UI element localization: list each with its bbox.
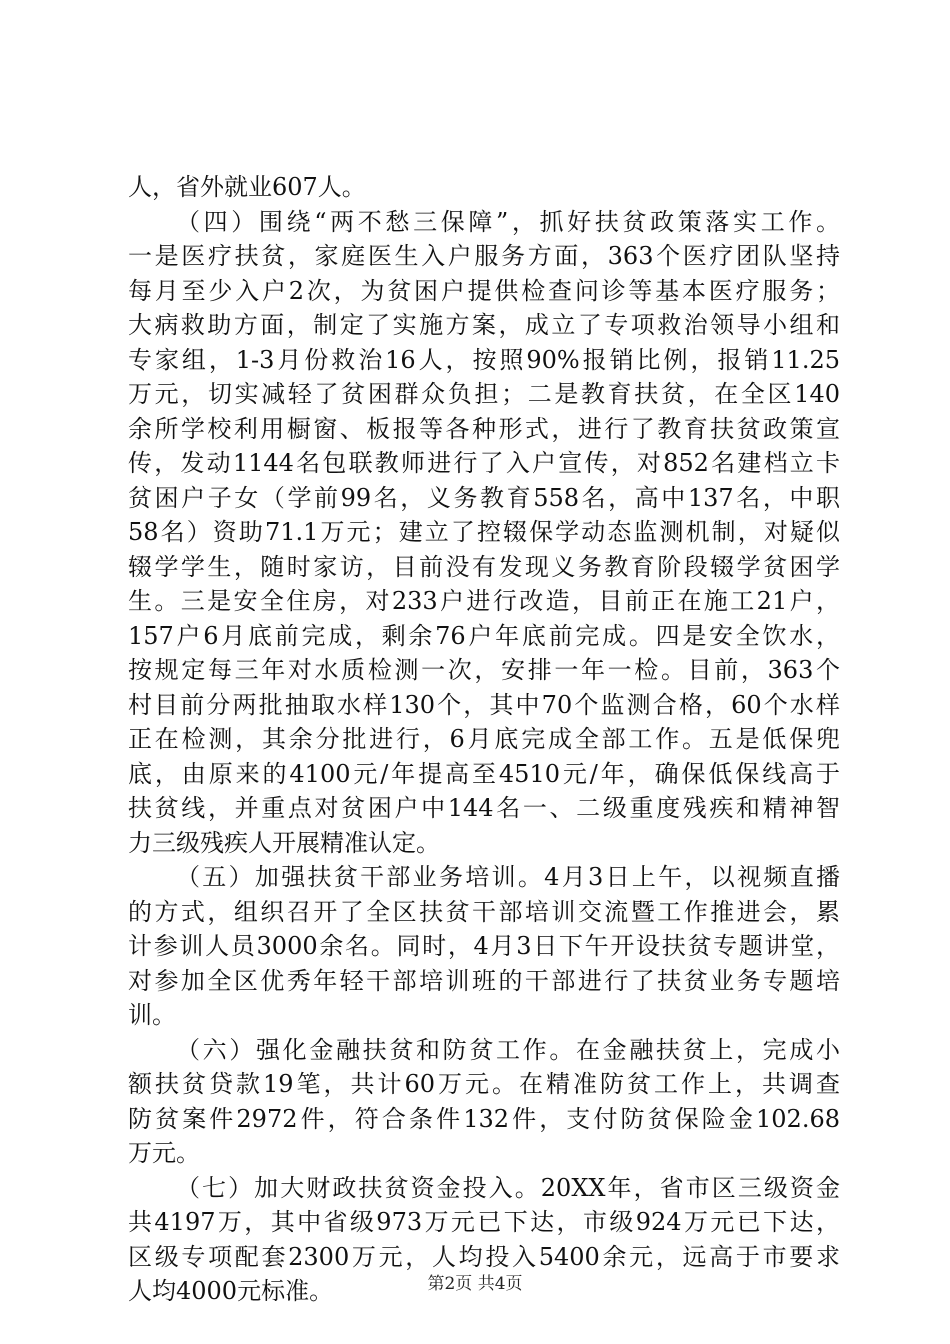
paragraph-line: 扶贫线，并重点对贫困户中144名一、二级重度残疾和精神智 <box>128 794 840 822</box>
paragraph-line: 计参训人员3000余名。同时，4月3日下午开设扶贫专题讲堂， <box>128 932 840 960</box>
paragraph-line: 生。三是安全住房，对233户进行改造，目前正在施工21户， <box>128 587 840 615</box>
paragraph-line: 区级专项配套2300万元，人均投入5400余元，远高于市要求 <box>128 1242 840 1271</box>
paragraph-line: （四）围绕“两不愁三保障”，抓好扶贫政策落实工作。 <box>176 207 840 236</box>
paragraph-line: 万元。 <box>128 1139 200 1167</box>
paragraph-line: 辍学学生，随时家访，目前没有发现义务教育阶段辍学贫困学 <box>128 552 840 581</box>
paragraph-line: 力三级残疾人开展精准认定。 <box>128 828 440 857</box>
paragraph-line: 大病救助方面，制定了实施方案，成立了专项救治领导小组和 <box>128 311 840 339</box>
paragraph-line: 人，省外就业607人。 <box>128 173 366 201</box>
paragraph-line: 额扶贫贷款19笔，共计60万元。在精准防贫工作上，共调查 <box>128 1070 840 1098</box>
paragraph-line: 共4197万，其中省级973万元已下达，市级924万元已下达， <box>128 1208 840 1236</box>
paragraph-line: 万元，切实减轻了贫困群众负担；二是教育扶贫，在全区140 <box>128 380 840 408</box>
paragraph-line: 58名）资助71.1万元；建立了控辍保学动态监测机制，对疑似 <box>128 518 840 546</box>
paragraph-line: 防贫案件2972件，符合条件132件，支付防贫保险金102.68 <box>128 1104 840 1133</box>
paragraph-line: 157户6月底前完成，剩余76户年底前完成。四是安全饮水， <box>128 621 840 650</box>
paragraph-line: 人均4000元标准。 <box>128 1277 334 1305</box>
paragraph-line: 村目前分两批抽取水样130个，其中70个监测合格，60个水样 <box>128 690 840 719</box>
paragraph-line: 正在检测，其余分批进行，6月底完成全部工作。五是低保兜 <box>128 725 840 753</box>
paragraph-line: 一是医疗扶贫，家庭医生入户服务方面，363个医疗团队坚持 <box>128 242 840 270</box>
paragraph-line: （七）加大财政扶贫资金投入。20XX年，省市区三级资金 <box>176 1173 840 1202</box>
page-number-label: 第2页 共4页 <box>427 1274 523 1294</box>
paragraph-line: 对参加全区优秀年轻干部培训班的干部进行了扶贫业务专题培 <box>128 966 840 995</box>
page-footer <box>0 1269 950 1294</box>
paragraph-line: 余所学校利用橱窗、板报等各种形式，进行了教育扶贫政策宣 <box>128 414 840 443</box>
paragraph-line: 按规定每三年对水质检测一次，安排一年一检。目前，363个 <box>128 656 840 684</box>
paragraph-line: 传，发动1144名包联教师进行了入户宣传，对852名建档立卡 <box>128 449 840 477</box>
paragraph-line: （五）加强扶贫干部业务培训。4月3日上午，以视频直播 <box>176 863 840 891</box>
paragraph-line: 训。 <box>128 1001 176 1029</box>
paragraph-line: 每月至少入户2次，为贫困户提供检查问诊等基本医疗服务； <box>128 276 840 305</box>
paragraph-line: 的方式，组织召开了全区扶贫干部培训交流暨工作推进会，累 <box>128 897 840 926</box>
paragraph-line: 底，由原来的4100元/年提高至4510元/年，确保低保线高于 <box>128 759 840 788</box>
paragraph-line: 专家组，1-3月份救治16人，按照90%报销比例，报销11.25 <box>128 345 840 374</box>
document-body <box>128 170 840 1309</box>
paragraph-line: 贫困户子女（学前99名，义务教育558名，高中137名，中职 <box>128 483 840 512</box>
paragraph-line: （六）强化金融扶贫和防贫工作。在金融扶贫上，完成小 <box>176 1035 840 1064</box>
